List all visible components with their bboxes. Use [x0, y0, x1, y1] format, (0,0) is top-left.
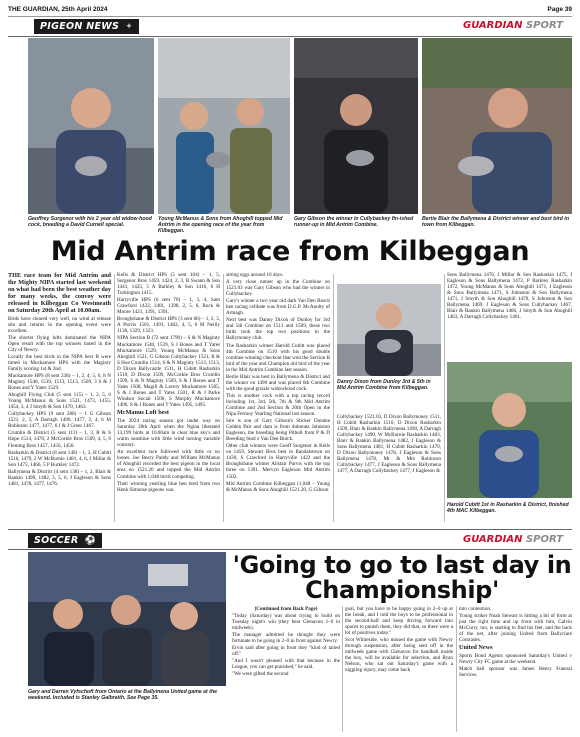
paragraph: The Rasharkin winner Harold Cubitt was placed 4th Combine on 1510 with his good double combine winning checkout that won the Section B bird of the year and Champion old bird of the year in the Mid Antrim Combine last season.: [226, 342, 330, 373]
paragraph: The 2024 racing season got under way on Saturday 20th April when the Ngina liberated 13,199 birds at 10.00am in clear blue sky's and warm sunshine with little wind turning variable contrary.: [117, 418, 220, 449]
paragraph: Kells & District HPS (5 sent 104) – 1, 5, Surgenor Bros 1459, 1424, 2, 3, B Swann & Son 1441, 1425, 5 A Barkley & Son 1416, 6 H Turkington 1415.: [117, 272, 220, 297]
column-divider: [456, 606, 457, 732]
column-divider: [223, 274, 224, 522]
paragraph: Birds have cleared very well, no wind at release site and returns in the opening event were excellent.: [8, 315, 111, 334]
paragraph: Locally the best birds in the NIPA Sect B were timed in Muckamore HPS with the Maginty Family scoring 1st & 2nd.: [8, 353, 111, 372]
article-column-2: [117, 272, 220, 524]
paragraph: Rasharkin & District (8 sent 140) – 1, 3, H Cubitt 1516, 1479, 2 W McBurnie 1481, 4, 6, J Millar & Son 1475, 1466, 5 P Burkley 1472.: [8, 449, 111, 468]
caption-photo2: Young McManus & Sons from Ahoghill topped Mid Antrim in the opening race of the year from Kilbeggan.: [158, 216, 283, 235]
photo-geoffrey-surgenor: [28, 38, 154, 214]
section-tag-pigeon: [34, 19, 139, 34]
header-rule: [8, 16, 572, 17]
section-tag-label: PIGEON NEWS: [40, 21, 120, 32]
photo-harold-cubitt: [447, 362, 572, 498]
photo-mcmanus-sons: [158, 38, 290, 214]
column-divider: [333, 274, 334, 522]
paragraph: Sports Bond Agents sponsored Saturday's United v Newry City FC game at the weekend.: [459, 653, 572, 666]
caption-soccer: Gary and Darren Vyfschoft from Ontario at the Ballymena United game at the weekend. Included is Stanley Galbraith. See Page 35.: [28, 689, 218, 702]
paragraph: Crumlin & District (5 sent 111) – 1, 3, R & S Hope 1514, 1470, 2 McCorkle Bros 1509, 4, 5, 6 Fleming Bros 1457, 1456, 1456.: [8, 430, 111, 449]
paragraph: Mid Antrim Combine Kilbeggan (1,048 – Young & McManus & Sons Ahoghill 1521.20, G Gibson: [226, 480, 330, 493]
article-column-1: [8, 272, 111, 524]
article-column-5: [447, 272, 572, 358]
photo-gary-gibson: [294, 38, 418, 214]
photo-bertie-blair: [422, 38, 572, 214]
paragraph: A very close runner up in the Combine on 1521.03 was Gary Gibson who had the winner in Cullybackey.: [226, 279, 330, 298]
soccer-headline: 'Going to go to last day in Championship': [232, 551, 572, 604]
article-column-3: [226, 272, 330, 524]
pigeon-icon: ✦: [125, 21, 134, 32]
section-rule-bottom-2: [8, 549, 572, 550]
column-divider: [444, 274, 445, 522]
paragraph: into contention.: [459, 606, 492, 612]
paragraph: NIPA Section B (72 sent 1790) – S & N Maginty Muckamore 1540, 1539, S J Bones and T Yates Muckamore 1529, Young McManus & Sons Ahoghill 1521, G Gibson Cullybackey 1521, R & S Hoe Crumlin 1514, S & N Maginty 1513, 1513, D Dixon Ballycastle 1511, H Cubitt Rasharkin 1510, D Dixon 1509, McCorkle Bros Crumlin 1509, S & N Maginty 1509, S & J Bones and T Yates 1508, Magill & Lavery Muckamore 1505, S & J Bones and T Yates 1501, R & J Parke Windsor Social 1500, S Murphy Muckamore 1496, S & J Bones and T Yates 1495, 1495.: [117, 335, 220, 408]
article-headline: Mid Antrim race from Kilbeggan: [50, 236, 530, 267]
paragraph: Ervin said after going in front they "kind of tailed off.": [232, 645, 340, 658]
brand-main: GUARDIAN: [463, 20, 523, 31]
paragraph: Harryville HPS (6 sent 70) – 1, 3, 4, Sam Crawford 1422, 1401, 1398, 2, 5, 6, Rock & Moore 1421, 1391, 1391.: [117, 297, 220, 316]
brand-main: GUARDIAN: [463, 534, 523, 545]
paragraph: The shorter flying lofts dominated the NIPA Open result with the top winners based in the City of Newry.: [8, 334, 111, 353]
paragraph: "Today (Saturday) was about trying to build on Tuesday night's win (they beat Glenavon 1–0 in midweek).: [232, 613, 340, 632]
brand-sport: SPORT: [525, 534, 564, 545]
column-divider: [114, 274, 115, 522]
page-number: Page 39: [547, 6, 572, 13]
paragraph: sitting eggs around 10 days.: [226, 272, 284, 278]
paragraph: Cullybackey HPS (9 sent 280) – 1 G Gibson 1521, 2, 5, A Darragh 1490, 1477, 3, 4, 6 M Robinson 1477, 1477, 6 J & J Greer 1467.: [8, 411, 111, 430]
paragraph: Ahoghill Flying Club (5 sent 115) – 1, 2, 5, 6 Young McManus & Sons 1521, 1473, 1455, 1454, 3, 4 J Smyth & Son 1470, 1463.: [8, 392, 111, 411]
column-divider: [342, 606, 343, 732]
article-lead: THE race team for Mid Antrim and the Mighty NIPA started last weekend on what had been the best weather day for many weeks, the convoy were released in Kilbeggan Co Westmeath on Saturday 20th April at 10.00am.: [8, 272, 111, 315]
paragraph: An excellent race followed with little or no losses. Joe Beery Paddy and William McManus of Ahoghill recorded the best pigeon in the local area on 1521.20 and topped the Mid Antrim Combine with 1,048 birds competing.: [117, 449, 220, 480]
section-tag-soccer: [28, 533, 102, 548]
article-column-4: [337, 414, 441, 526]
section-rule-bottom: [8, 529, 572, 530]
paragraph: Muckamore HPS (8 sent 238) – 1, 2, 4, 5, 6, 8 N Maginty 1540, 1539, 1513, 1513, 1509, 3 S & J Bones and Y Yates 1529.: [8, 372, 111, 392]
paragraph: "We were gifted the second: [232, 671, 289, 678]
brand-logo-bottom: [463, 534, 563, 545]
paragraph: Match ball sponsor was James Henry Funeral Services.: [459, 666, 572, 679]
paragraph: Young striker Noah Stewart is hitting a bit of form at just the right time and up front with him, Calvin McCurry, too, is starting to find his feet, and the back of the net, after joining United from Ballyclare Comrades.: [459, 613, 572, 644]
paragraph: The manager admitted he thought they were fortunate to be going in 2–0 in front against Newry.: [232, 632, 340, 645]
soccer-column-2: [345, 606, 453, 734]
paragraph: Next best was Danny Dixon of Dunloy for 3rd and 5th Combine on 1511 and 1509, these two birds took the top two positions in the Ballymoney club.: [226, 317, 330, 342]
caption-photo3: Gary Gibson the winner in Cullybackey fin-ished runner-up in Mid Antrim Combine.: [294, 216, 414, 229]
paragraph: Ballymena & District (4 sent 138) – 1, 2, Blair & Rankin 1490, 1482, 3, 5, 6, J Eagleson & Sons 1481, 1478, 1477, 1476.: [8, 468, 111, 487]
caption-inset1: Danny Dixon from Dunloy 3rd & 5th in Mid Antrim Combine from Kilbeggan.: [337, 379, 431, 392]
publication-date: THE GUARDIAN, 25th April 2024: [8, 6, 108, 13]
paragraph: goal, but you have to be happy going in 2–0 up at the break, and I told the boys to be professional in the second-half and keep driving forward into spaces to punish them, they did that, so there were a lot of positives today.": [345, 606, 453, 637]
paragraph: Scot Whiteside, who missed the game with Newry through suspension, after being sent off in the midweek game with Glenavon for handball inside the box, will be available for selection, and Ryan Nelson, who sat out Saturday's game with a niggling injury, may come back: [345, 637, 453, 674]
section-tag-label: SOCCER: [34, 535, 79, 546]
brand-sport: SPORT: [525, 20, 564, 31]
soccer-ball-icon: ⚽: [84, 535, 96, 546]
paragraph: Sons Ballymena 1476, J Millar & Son Rasharkin 1475, J Eagleson & Sons Ballymena 1472, P Barkley Rasharkin 1472, Young McManus & Sons Ahoghill 1471, J Eagleson & Sons Ballymena 1471, S Johnston & Son Ballymena 1471, J Smyth & Son Ahoghill 1470, S Johnston & Son Ballymena 1469, J Eagleson & Sons Cullybackey 1467, Blair & Rankin Ballymena 1466, J Smyth & Son Ahoghill 1463, A Darragh Cullybackey 1461.: [447, 272, 572, 321]
paragraph: This is another cock with a top racing record including 1st, 3rd, 5th, 7th & 9th Mid Antrim Combine and 2nd Section & 20th Open in the Nipa Fermoy Yearling National last season.: [226, 392, 330, 418]
paragraph: Other club winners were Geoff Surgenor in Kells on 1459, Stewart Bros best in Randalstown on 1430, S Crawford in Harryville 1422 and the Broughshane winner Alistair Purvis with the top three on 1391. Mervyn Eagleson Mid Antrim 1502.: [226, 443, 330, 480]
soccer-column-1: [232, 606, 340, 734]
photo-vyfschoft-fans: [28, 552, 226, 686]
continued-note: (Continued from Back Page): [254, 606, 318, 612]
paragraph: Gary's winner a two year old dark Van Den Bosch hen racing celibate was from D.G.P. McAnulty of Armagh.: [226, 298, 330, 317]
caption-photo1: Geoffrey Surgenor with his 2 year old widow-hood cock, breeding a David Curnell special.: [28, 216, 152, 229]
paragraph: "And I wasn't pleased with that because in the League, you can get punished," he said.: [232, 658, 340, 671]
section-rule-top: [8, 36, 572, 37]
soccer-column-3: [459, 606, 572, 734]
paragraph: Broughshane & District HPS (3 sent 66) – 1, 2, 3, A Purvis 1501, 1493, 1482, 4, 5, 6 M Neilly 1138, 1329, 1323.: [117, 316, 220, 335]
paragraph: Sire is son of Gary Gibson's Sticker Dundee Golden Pair and dam is from dubreatz Johnston Eagleson, the breeding being Pitbull from P & D Breeding Stud x Van Den Bulck.: [226, 418, 330, 443]
subheading: United News: [459, 644, 493, 652]
paragraph: Cullybackey 1521.03, D Dixon Ballymoney 1511, H Cubitt Rasharkin 1510, D Dixon Rasharkin 1509, Blair & Rankin Ballymena 1490, A Darragh Cullybackey 1490, W McBurnie Rasharkin 1483, Blair & Rankin Ballymena 1482, J Eagleson & Sons Ballymena 1481, H Cubitt Rasharkin 1479, D Dixon Ballymoney 1478, J Eagleson & Sons Ballymena 1478, Mr & Mrs Robinson Cullybackey 1477, J Eagleson & Sons Ballymena 1477, A Darragh Cullybackey 1477, J Eagleson &: [337, 414, 441, 475]
paragraph: Their winning yearling blue hen bred from two Henk Simonse pigeons was: [117, 480, 220, 493]
page-header: [8, 4, 572, 16]
caption-photo4: Bertie Blair the Ballymena & District winner and best bird in town from Kilbeggan.: [422, 216, 570, 229]
subheading: McManus Loft best: [117, 409, 169, 417]
photo-danny-dixon: [337, 284, 441, 376]
brand-logo-top: [463, 20, 563, 31]
paragraph: Bertie Blair was best in Ballymena & District and the winner on 1490 and was placed 6th Combine with the good grizzle widowhood cock.: [226, 373, 330, 392]
caption-inset2: Harold Cubitt 1st in Rasharkin & District, finished 4th MAC Kilbeggan.: [447, 502, 569, 515]
